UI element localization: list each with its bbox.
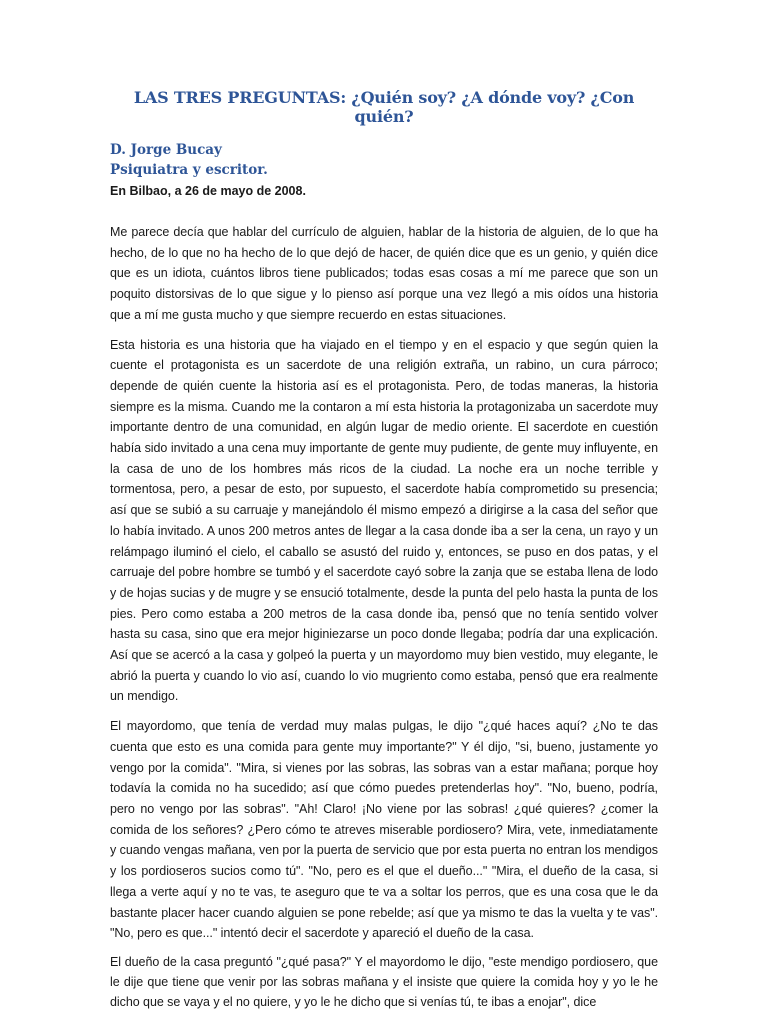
paragraph-1: Me parece decía que hablar del currículo de alguien, hablar de la historia de alguien, de lo que ha hecho, de lo que no ha hecho de lo que dejó de hacer, de quién dice que es un genio, y quién dice que es un idiota, cuántos libros tiene publicados; todas esas cosas a mí me parece que son un poquito distorsivas de lo que sigue y lo pienso así porque una vez llegó a mis oídos una historia que a mí me gusta mucho y que siempre recuerdo en estas situaciones. [110,225,658,322]
author-name: D. Jorge Bucay [110,142,222,158]
author-role: Psiquiatra y escritor. [110,162,268,178]
paragraph-2: Esta historia es una historia que ha viajado en el tiempo y en el espacio y que según quien la cuente el protagonista es un sacerdote de una religión extraña, un rabino, un cura párroco; depende de quién cuente la historia así es el protagonista. Pero, de todas maneras, la historia siempre es la misma. Cuando me la contaron a mí esta historia la protagonizaba un sacerdote muy importante dentro de una comunidad, en algún lugar de medio oriente. El sacerdote en cuestión había sido invitado a una cena muy importante de gente muy pudiente, de gente muy influyente, en la casa de uno de los hombres más ricos de la ciudad. La noche era un noche terrible y tormentosa, pero, a pesar de esto, por supuesto, el sacerdote había comprometido su presencia; así que se subió a su carruaje y manejándolo él mismo empezó a dirigirse a la casa del señor que lo había invitado. A unos 200 metros antes de llegar a la casa donde iba a ser la cena, un rayo y un relámpago iluminó el cielo, el caballo se asustó del ruido y, entonces, se puso en dos patas, y el carruaje del pobre hombre se tumbó y el sacerdote cayó sobre la zanja que se estaba llena de lodo y de hojas sucias y de mugre y se ensució totalmente, desde la punta del pelo hasta la punta de los pies. Pero como estaba a 200 metros de la casa donde iba, pensó que no tenía sentido volver hasta su casa, sino que era mejor higiniezarse un poco donde llegaba; podría dar una explicación. Así que se acercó a la casa y golpeó la puerta y un mayordomo muy bien vestido, muy elegante, le abrió la puerta y cuando lo vio así, cuando lo vio mugriento como estaba, pensó que era realmente un mendigo. [110,337,658,704]
paragraph-3: El mayordomo, que tenía de verdad muy malas pulgas, le dijo "¿qué haces aquí? ¿No te das cuenta que esto es una comida para gente muy importante?" Y él dijo, "si, bueno, justamente yo vengo por la comida". "Mira, si vienes por las sobras, las sobras van a estar mañana; porque hoy todavía la comida no ha sucedido; así que cómo puedes pretenderlas hoy". "No, bueno, podría, pero no vengo por las sobras". "Ah! Claro! ¡No viene por las sobras! ¿qué quieres? ¿comer la comida de los señores? ¿Pero cómo te atreves miserable pordiosero? Mira, vete, inmediatamente y cuando vengas mañana, ven por la puerta de servicio que por esta puerta no entran los mendigos y los pordioseros sucios como tú". "No, pero es el que el dueño..." "Mira, el dueño de la casa, si llega a verte aquí y no te vas, te aseguro que te va a soltar los perros, que es una cosa que le da bastante placer hacer cuando alguien se pone rebelde; así que ya mismo te das la vuelta y te vas". "No, pero es que..." intentó decir el sacerdote y apareció el dueño de la casa. [110,719,658,941]
paragraph-4: El dueño de la casa preguntó "¿qué pasa?" Y el mayordomo le dijo, "este mendigo pordiosero, que le dije que tiene que venir por las sobras mañana y el insiste que quiere la comida hoy y yo le he dicho que se vaya y el no quiere, y yo le he dicho que si venías tú, te ibas a enojar", dice [110,954,658,1009]
document-page [110,88,658,1022]
document-title: LAS TRES PREGUNTAS: ¿Quién soy? ¿A dónde voy? ¿Con quién? [133,88,635,126]
date-line: En Bilbao, a 26 de mayo de 2008. [110,184,306,198]
